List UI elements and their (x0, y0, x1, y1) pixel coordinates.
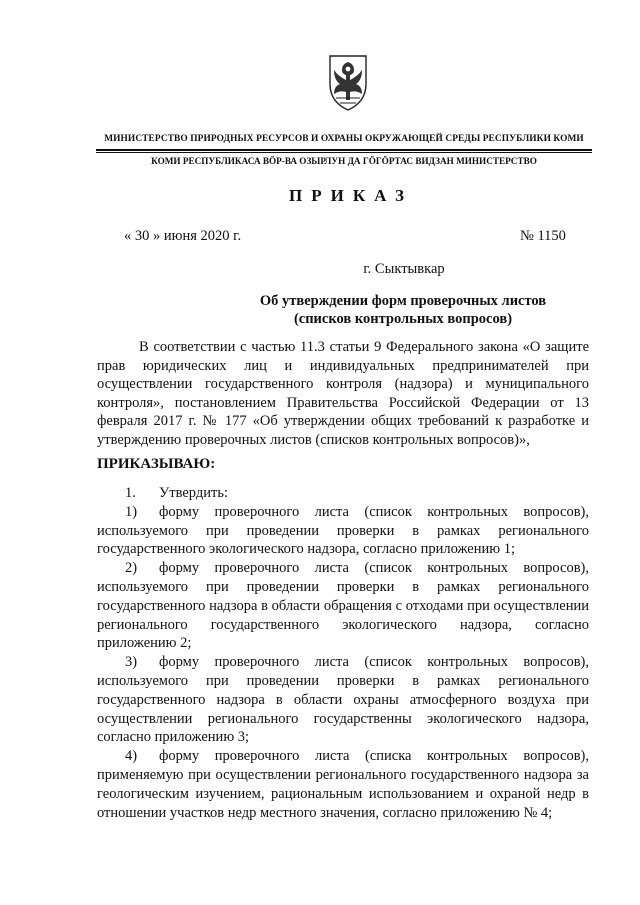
order-subject (96, 292, 592, 328)
ministry-name-komi: КОМИ РЕСПУБЛИКАСА ВӦР-ВА ОЗЫРЛУН ДА ГӦГӦРТАС ВИДЗАН МИНИСТЕРСТВО (151, 156, 537, 166)
order-subject-line-1: Об утверждении форм проверочных листов (259, 293, 547, 309)
header-divider-thin (96, 152, 592, 153)
order-subitem-number: 4) (125, 748, 138, 765)
order-subitem-text: форму проверочного листа (список контрольных вопросов), используемого при проведении проверки в рамках регионального государственного надзора в области обращения с отходами при осуществлении регионального государственного экологического надзора, согласно приложению 2; (97, 560, 589, 652)
order-item-lead-number: 1. (125, 485, 136, 501)
ministry-name-russian: МИНИСТЕРСТВО ПРИРОДНЫХ РЕСУРСОВ И ОХРАНЫ ОКРУЖАЮЩЕЙ СРЕДЫ РЕСПУБЛИКИ КОМИ (104, 134, 584, 144)
order-subitem-number: 2) (125, 560, 138, 577)
order-subject-line-2: (списков контрольных вопросов) (293, 311, 513, 327)
order-subitem-text: форму проверочного листа (список контрольных вопросов), используемого при проведении проверки в рамках регионального государственного надзора в области охраны атмосферного воздуха при осуществлении регионального государственны экологического надзора, согласно приложению 3; (97, 654, 589, 746)
order-directive: ПРИКАЗЫВАЮ: (97, 456, 216, 472)
order-subitem (97, 653, 589, 747)
order-subitem (97, 747, 589, 822)
document-title: ПРИКАЗ (289, 186, 413, 205)
komi-coat-of-arms-icon (324, 50, 372, 112)
order-date: « 30 » июня 2020 г. (124, 228, 242, 244)
order-subitem-text: форму проверочного листа (списка контрольных вопросов), применяемую при осуществлении регионального государственного надзора за геологическим изучением, рациональным использованием и охраной недр в отношении участков недр местного значения, согласно приложению № 4; (97, 748, 589, 821)
header-divider-thick (96, 149, 592, 151)
preamble-paragraph: В соответствии с частью 11.3 статьи 9 Федерального закона «О защите прав юридических лиц и индивидуальных предпринимателей при осуществлении государственного контроля (надзора) и муниципального контроля», постановлением Правительства Российской Федерации от 13 февраля 2017 г. № 177 «Об утверждении общих требований к разработке и утверждению проверочных листов (списков контрольных вопросов)», (97, 339, 589, 448)
order-subitem-number: 1) (125, 503, 138, 520)
order-subitem (97, 559, 589, 653)
order-subitem (97, 503, 589, 559)
order-subitem-text: форму проверочного листа (список контрольных вопросов), используемого при проведении проверки в рамках регионального государственного экологического надзора, согласно приложению 1; (97, 503, 589, 558)
order-item-lead-text: Утвердить: (159, 485, 228, 501)
order-item-lead (97, 484, 589, 503)
order-number: № 1150 (520, 228, 566, 244)
order-city: г. Сыктывкар (363, 261, 445, 277)
order-items (97, 484, 589, 822)
order-subitem-number: 3) (125, 654, 138, 671)
